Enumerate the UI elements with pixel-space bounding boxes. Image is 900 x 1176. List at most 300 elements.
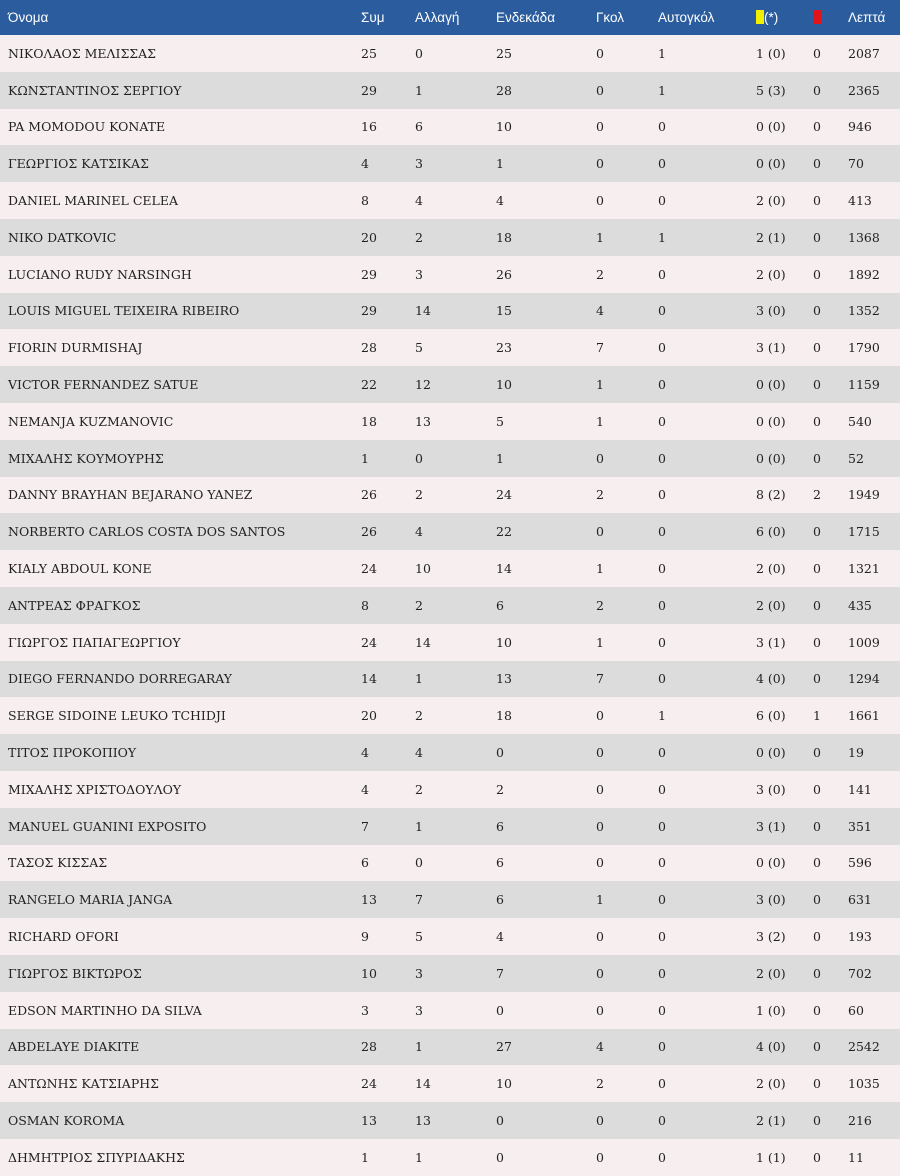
cell-minutes: 1159 [848, 377, 880, 393]
table-row[interactable] [0, 513, 900, 550]
table-row[interactable] [0, 808, 900, 845]
cell-player-name[interactable]: KIALY ABDOUL KONE [8, 561, 152, 577]
cell-goals: 1 [596, 892, 604, 908]
table-row[interactable] [0, 1139, 900, 1176]
cell-substitute-apps: 5 [415, 340, 423, 356]
cell-starting-apps: 24 [496, 487, 512, 503]
table-row[interactable] [0, 624, 900, 661]
cell-minutes: 70 [848, 156, 864, 172]
table-row[interactable] [0, 182, 900, 219]
cell-player-name[interactable]: ΝΙΚΟΛΑΟΣ ΜΕΛΙΣΣΑΣ [8, 45, 157, 61]
cell-red-cards: 0 [813, 450, 821, 466]
col-header-goals[interactable]: Γκολ [596, 10, 625, 25]
table-row[interactable] [0, 955, 900, 992]
cell-goals: 0 [596, 524, 604, 540]
col-header-yellow-cards[interactable] [756, 0, 813, 35]
cell-starting-apps: 6 [496, 597, 504, 613]
cell-minutes: 141 [848, 781, 872, 797]
cell-substitute-apps: 2 [415, 597, 423, 613]
cell-player-name[interactable]: RANGELO MARIA JANGA [8, 892, 173, 908]
cell-yellow-cards: 2 (0) [756, 1076, 786, 1092]
cell-own-goals: 1 [658, 708, 666, 724]
cell-yellow-cards: 4 (0) [756, 671, 786, 687]
cell-substitute-apps: 3 [415, 266, 423, 282]
cell-minutes: 1035 [848, 1076, 880, 1092]
cell-starting-apps: 0 [496, 745, 504, 761]
cell-appearances: 29 [361, 266, 377, 282]
yellow-card-icon [756, 10, 764, 24]
cell-minutes: 1949 [848, 487, 880, 503]
cell-appearances: 14 [361, 671, 377, 687]
cell-own-goals: 0 [658, 892, 666, 908]
cell-starting-apps: 0 [496, 1113, 504, 1128]
cell-substitute-apps: 12 [415, 377, 431, 393]
cell-yellow-cards: 3 (0) [756, 303, 786, 319]
cell-goals: 0 [596, 119, 604, 135]
cell-starting-apps: 14 [496, 561, 512, 577]
cell-starting-apps: 23 [496, 340, 512, 356]
table-row[interactable] [0, 771, 900, 808]
cell-starting-apps: 6 [496, 855, 504, 871]
cell-appearances: 22 [361, 377, 377, 393]
cell-starting-apps: 4 [496, 193, 504, 209]
cell-own-goals: 0 [658, 818, 666, 834]
cell-player-name[interactable]: ΓΙΩΡΓΟΣ ΒΙΚΤΩΡΟΣ [8, 965, 142, 981]
cell-goals: 0 [596, 1149, 604, 1165]
cell-goals: 1 [596, 377, 604, 393]
table-row[interactable] [0, 109, 900, 146]
cell-own-goals: 0 [658, 303, 666, 319]
cell-own-goals: 0 [658, 266, 666, 282]
cell-player-name[interactable]: NIKO DATKOVIC [8, 229, 117, 245]
cell-appearances: 4 [361, 156, 369, 172]
cell-player-name[interactable]: DANNY BRAYHAN BEJARANO YANEZ [8, 487, 253, 503]
cell-red-cards: 0 [813, 119, 821, 135]
table-row[interactable] [0, 734, 900, 771]
cell-red-cards: 0 [813, 156, 821, 172]
cell-goals: 0 [596, 450, 604, 466]
cell-red-cards: 0 [813, 855, 821, 871]
cell-substitute-apps: 1 [415, 82, 423, 98]
cell-player-name[interactable]: OSMAN KOROMA [8, 1113, 125, 1128]
cell-substitute-apps: 4 [415, 745, 423, 761]
cell-starting-apps: 5 [496, 413, 504, 429]
cell-substitute-apps: 3 [415, 1002, 423, 1018]
cell-own-goals: 0 [658, 929, 666, 945]
cell-starting-apps: 1 [496, 450, 504, 466]
cell-substitute-apps: 2 [415, 781, 423, 797]
cell-appearances: 3 [361, 1002, 369, 1018]
cell-minutes: 413 [848, 193, 872, 209]
cell-red-cards: 0 [813, 818, 821, 834]
cell-red-cards: 0 [813, 45, 821, 61]
cell-substitute-apps: 1 [415, 1039, 423, 1055]
cell-goals: 1 [596, 229, 604, 245]
table-row[interactable] [0, 477, 900, 514]
cell-own-goals: 0 [658, 597, 666, 613]
cell-yellow-cards: 3 (0) [756, 892, 786, 908]
cell-player-name[interactable]: EDSON MARTINHO DA SILVA [8, 1002, 202, 1018]
cell-goals: 0 [596, 855, 604, 871]
cell-substitute-apps: 2 [415, 487, 423, 503]
cell-red-cards: 0 [813, 266, 821, 282]
cell-own-goals: 0 [658, 193, 666, 209]
cell-player-name[interactable]: ΓΙΩΡΓΟΣ ΠΑΠΑΓΕΩΡΓΙΟΥ [8, 634, 181, 650]
cell-substitute-apps: 10 [415, 561, 431, 577]
table-row[interactable] [0, 992, 900, 1029]
col-header-red-cards[interactable] [813, 0, 848, 35]
cell-own-goals: 0 [658, 524, 666, 540]
cell-red-cards: 0 [813, 597, 821, 613]
red-card-icon [813, 10, 821, 24]
cell-minutes: 351 [848, 818, 872, 834]
cell-minutes: 2365 [848, 82, 880, 98]
cell-own-goals: 0 [658, 965, 666, 981]
cell-starting-apps: 10 [496, 634, 512, 650]
cell-goals: 2 [596, 597, 604, 613]
cell-starting-apps: 6 [496, 818, 504, 834]
cell-own-goals: 0 [658, 1076, 666, 1092]
cell-player-name[interactable]: LOUIS MIGUEL TEIXEIRA RIBEIRO [8, 303, 240, 319]
cell-player-name[interactable]: LUCIANO RUDY NARSINGH [8, 266, 192, 282]
cell-own-goals: 0 [658, 671, 666, 687]
cell-goals: 0 [596, 1002, 604, 1018]
cell-goals: 0 [596, 965, 604, 981]
table-row[interactable] [0, 366, 900, 403]
cell-yellow-cards: 2 (1) [756, 229, 786, 245]
cell-own-goals: 0 [658, 745, 666, 761]
cell-yellow-cards: 0 (0) [756, 377, 786, 393]
cell-starting-apps: 7 [496, 965, 504, 981]
cell-red-cards: 0 [813, 781, 821, 797]
cell-player-name[interactable]: DIEGO FERNANDO DORREGARAY [8, 671, 233, 687]
cell-goals: 2 [596, 266, 604, 282]
cell-yellow-cards: 6 (0) [756, 708, 786, 724]
table-row[interactable] [0, 845, 900, 882]
cell-player-name[interactable]: VICTOR FERNANDEZ SATUE [8, 377, 199, 393]
cell-appearances: 16 [361, 119, 377, 135]
cell-appearances: 8 [361, 597, 369, 613]
cell-yellow-cards: 8 (2) [756, 487, 786, 503]
cell-substitute-apps: 7 [415, 892, 423, 908]
cell-appearances: 1 [361, 450, 369, 466]
cell-red-cards: 0 [813, 634, 821, 650]
cell-own-goals: 0 [658, 119, 666, 135]
cell-starting-apps: 26 [496, 266, 512, 282]
cell-red-cards: 0 [813, 892, 821, 908]
cell-substitute-apps: 13 [415, 1113, 431, 1128]
table-row[interactable] [0, 329, 900, 366]
cell-red-cards: 0 [813, 229, 821, 245]
col-header-starts[interactable]: Ενδεκάδα [496, 10, 555, 25]
cell-appearances: 9 [361, 929, 369, 945]
cell-starting-apps: 27 [496, 1039, 512, 1055]
cell-minutes: 435 [848, 597, 872, 613]
cell-substitute-apps: 14 [415, 634, 431, 650]
cell-substitute-apps: 0 [415, 450, 423, 466]
cell-goals: 0 [596, 1113, 604, 1128]
cell-own-goals: 0 [658, 340, 666, 356]
cell-yellow-cards: 5 (3) [756, 82, 786, 98]
cell-player-name[interactable]: ABDELAYE DIAKITE [8, 1039, 140, 1055]
cell-yellow-cards: 3 (1) [756, 340, 786, 356]
cell-goals: 4 [596, 1039, 604, 1055]
cell-starting-apps: 18 [496, 229, 512, 245]
cell-appearances: 29 [361, 82, 377, 98]
cell-yellow-cards: 0 (0) [756, 119, 786, 135]
cell-substitute-apps: 1 [415, 1149, 423, 1165]
cell-player-name[interactable]: FIORIN DURMISHAJ [8, 340, 143, 356]
cell-yellow-cards: 2 (0) [756, 561, 786, 577]
cell-goals: 0 [596, 156, 604, 172]
cell-starting-apps: 25 [496, 45, 512, 61]
cell-starting-apps: 28 [496, 82, 512, 98]
cell-minutes: 1368 [848, 229, 880, 245]
cell-player-name[interactable]: SERGE SIDOINE LEUKO TCHIDJI [8, 708, 226, 724]
cell-yellow-cards: 0 (0) [756, 156, 786, 172]
cell-player-name[interactable]: NEMANJA KUZMANOVIC [8, 413, 174, 429]
cell-yellow-cards: 6 (0) [756, 524, 786, 540]
cell-goals: 1 [596, 413, 604, 429]
cell-appearances: 6 [361, 855, 369, 871]
cell-red-cards: 0 [813, 1149, 821, 1165]
cell-player-name[interactable]: RICHARD OFORI [8, 929, 119, 945]
cell-own-goals: 1 [658, 229, 666, 245]
cell-red-cards: 0 [813, 1002, 821, 1018]
cell-own-goals: 0 [658, 561, 666, 577]
cell-player-name[interactable]: MANUEL GUANINI EXPOSITO [8, 818, 207, 834]
cell-substitute-apps: 13 [415, 413, 431, 429]
cell-own-goals: 0 [658, 156, 666, 172]
cell-appearances: 26 [361, 524, 377, 540]
cell-yellow-cards: 3 (2) [756, 929, 786, 945]
cell-red-cards: 0 [813, 303, 821, 319]
cell-red-cards: 0 [813, 193, 821, 209]
table-row[interactable] [0, 661, 900, 698]
yellow-card-suffix: (*) [764, 10, 779, 25]
cell-goals: 7 [596, 671, 604, 687]
cell-player-name[interactable]: ΤΑΣΟΣ ΚΙΣΣΑΣ [8, 855, 108, 871]
cell-substitute-apps: 2 [415, 708, 423, 724]
cell-starting-apps: 15 [496, 303, 512, 319]
table-body [0, 35, 900, 1176]
cell-goals: 0 [596, 781, 604, 797]
cell-player-name[interactable]: ΓΕΩΡΓΙΟΣ ΚΑΤΣΙΚΑΣ [8, 156, 149, 172]
cell-minutes: 2087 [848, 45, 880, 61]
cell-own-goals: 0 [658, 855, 666, 871]
cell-minutes: 1892 [848, 266, 880, 282]
cell-minutes: 11 [848, 1149, 864, 1165]
cell-yellow-cards: 1 (1) [756, 1149, 786, 1165]
cell-appearances: 28 [361, 1039, 377, 1055]
cell-red-cards: 0 [813, 561, 821, 577]
cell-minutes: 596 [848, 855, 872, 871]
cell-substitute-apps: 2 [415, 229, 423, 245]
cell-goals: 0 [596, 708, 604, 724]
cell-red-cards: 1 [813, 708, 821, 724]
table-row[interactable] [0, 35, 900, 72]
cell-yellow-cards: 0 (0) [756, 450, 786, 466]
cell-substitute-apps: 4 [415, 524, 423, 540]
cell-appearances: 26 [361, 487, 377, 503]
table-row[interactable] [0, 293, 900, 330]
cell-player-name[interactable]: ΤΙΤΟΣ ΠΡΟΚΟΠΙΟΥ [8, 745, 137, 761]
cell-minutes: 19 [848, 745, 864, 761]
cell-minutes: 1661 [848, 708, 880, 724]
cell-goals: 0 [596, 45, 604, 61]
table-row[interactable] [0, 403, 900, 440]
cell-red-cards: 0 [813, 524, 821, 540]
cell-starting-apps: 4 [496, 929, 504, 945]
cell-red-cards: 0 [813, 1076, 821, 1092]
cell-goals: 0 [596, 745, 604, 761]
col-header-subs[interactable]: Αλλαγή [415, 10, 460, 25]
cell-own-goals: 0 [658, 1039, 666, 1055]
cell-starting-apps: 13 [496, 671, 512, 687]
cell-starting-apps: 10 [496, 377, 512, 393]
table-row[interactable] [0, 881, 900, 918]
cell-substitute-apps: 3 [415, 965, 423, 981]
cell-substitute-apps: 3 [415, 156, 423, 172]
cell-goals: 4 [596, 303, 604, 319]
cell-yellow-cards: 2 (0) [756, 597, 786, 613]
table-row[interactable] [0, 1102, 900, 1139]
cell-minutes: 60 [848, 1002, 864, 1018]
table-row[interactable] [0, 440, 900, 477]
cell-substitute-apps: 4 [415, 193, 423, 209]
cell-minutes: 1294 [848, 671, 880, 687]
cell-yellow-cards: 2 (1) [756, 1113, 786, 1128]
cell-goals: 0 [596, 818, 604, 834]
header-row [0, 0, 900, 35]
cell-own-goals: 0 [658, 781, 666, 797]
cell-minutes: 946 [848, 119, 872, 135]
col-header-name[interactable]: Όνομα [8, 10, 49, 25]
cell-appearances: 20 [361, 708, 377, 724]
cell-own-goals: 1 [658, 45, 666, 61]
cell-yellow-cards: 0 (0) [756, 855, 786, 871]
cell-starting-apps: 10 [496, 119, 512, 135]
cell-own-goals: 0 [658, 487, 666, 503]
cell-substitute-apps: 0 [415, 45, 423, 61]
cell-yellow-cards: 4 (0) [756, 1039, 786, 1055]
table-row[interactable] [0, 550, 900, 587]
cell-starting-apps: 2 [496, 781, 504, 797]
cell-minutes: 1009 [848, 634, 880, 650]
cell-own-goals: 1 [658, 82, 666, 98]
cell-yellow-cards: 0 (0) [756, 745, 786, 761]
cell-red-cards: 0 [813, 929, 821, 945]
cell-red-cards: 0 [813, 377, 821, 393]
cell-player-name[interactable]: PA MOMODOU KONATE [8, 119, 166, 135]
cell-red-cards: 2 [813, 487, 821, 503]
cell-player-name[interactable]: ΜΙΧΑΛΗΣ ΚΟΥΜΟΥΡΗΣ [8, 450, 164, 466]
cell-minutes: 1715 [848, 524, 880, 540]
cell-player-name[interactable]: ΚΩΝΣΤΑΝΤΙΝΟΣ ΣΕΡΓΙΟΥ [8, 82, 182, 98]
col-header-apps[interactable]: Συμ [361, 10, 385, 25]
cell-red-cards: 0 [813, 745, 821, 761]
cell-own-goals: 0 [658, 413, 666, 429]
cell-red-cards: 0 [813, 671, 821, 687]
table-row[interactable] [0, 587, 900, 624]
cell-starting-apps: 0 [496, 1002, 504, 1018]
cell-substitute-apps: 1 [415, 818, 423, 834]
cell-appearances: 25 [361, 45, 377, 61]
cell-substitute-apps: 14 [415, 1076, 431, 1092]
col-header-minutes[interactable]: Λεπτά [848, 10, 886, 25]
table-row[interactable] [0, 1065, 900, 1102]
cell-goals: 1 [596, 634, 604, 650]
table-row[interactable] [0, 256, 900, 293]
cell-appearances: 29 [361, 303, 377, 319]
cell-minutes: 1790 [848, 340, 880, 356]
cell-appearances: 20 [361, 229, 377, 245]
cell-yellow-cards: 1 (0) [756, 45, 786, 61]
cell-goals: 0 [596, 82, 604, 98]
cell-minutes: 193 [848, 929, 872, 945]
cell-player-name[interactable]: ΜΙΧΑΛΗΣ ΧΡΙΣΤΟΔΟΥΛΟΥ [8, 781, 182, 797]
cell-appearances: 4 [361, 745, 369, 761]
cell-red-cards: 0 [813, 340, 821, 356]
cell-minutes: 1352 [848, 303, 880, 319]
cell-substitute-apps: 6 [415, 119, 423, 135]
cell-red-cards: 0 [813, 965, 821, 981]
table-row[interactable] [0, 219, 900, 256]
cell-own-goals: 0 [658, 1002, 666, 1018]
cell-minutes: 2542 [848, 1039, 880, 1055]
cell-yellow-cards: 0 (0) [756, 413, 786, 429]
cell-starting-apps: 22 [496, 524, 512, 540]
cell-goals: 1 [596, 561, 604, 577]
col-header-own-goals[interactable]: Αυτογκόλ [658, 10, 715, 25]
cell-appearances: 24 [361, 1076, 377, 1092]
cell-goals: 0 [596, 929, 604, 945]
cell-own-goals: 0 [658, 634, 666, 650]
cell-goals: 2 [596, 487, 604, 503]
table-row[interactable] [0, 145, 900, 182]
table-header [0, 0, 900, 35]
table-row[interactable] [0, 72, 900, 109]
cell-yellow-cards: 1 (0) [756, 1002, 786, 1018]
cell-appearances: 13 [361, 892, 377, 908]
cell-starting-apps: 1 [496, 156, 504, 172]
cell-yellow-cards: 2 (0) [756, 965, 786, 981]
cell-player-name[interactable]: DANIEL MARINEL CELEA [8, 193, 178, 209]
cell-appearances: 24 [361, 561, 377, 577]
cell-appearances: 13 [361, 1113, 377, 1128]
table-row[interactable] [0, 918, 900, 955]
table-row[interactable] [0, 697, 900, 734]
table-row[interactable] [0, 1029, 900, 1066]
cell-yellow-cards: 2 (0) [756, 193, 786, 209]
cell-own-goals: 0 [658, 377, 666, 393]
cell-appearances: 7 [361, 818, 369, 834]
cell-starting-apps: 10 [496, 1076, 512, 1092]
cell-minutes: 1321 [848, 561, 880, 577]
cell-minutes: 216 [848, 1113, 872, 1128]
cell-goals: 2 [596, 1076, 604, 1092]
cell-red-cards: 0 [813, 1113, 821, 1128]
cell-own-goals: 0 [658, 1113, 666, 1128]
cell-goals: 7 [596, 340, 604, 356]
cell-own-goals: 0 [658, 1149, 666, 1165]
cell-player-name[interactable]: ΔΗΜΗΤΡΙΟΣ ΣΠΥΡΙΔΑΚΗΣ [8, 1149, 185, 1165]
cell-starting-apps: 0 [496, 1149, 504, 1165]
cell-yellow-cards: 2 (0) [756, 266, 786, 282]
cell-player-name[interactable]: ΑΝΤΡΕΑΣ ΦΡΑΓΚΟΣ [8, 597, 141, 613]
cell-player-name[interactable]: NORBERTO CARLOS COSTA DOS SANTOS [8, 524, 286, 540]
cell-player-name[interactable]: ΑΝΤΩΝΗΣ ΚΑΤΣΙΑΡΗΣ [8, 1076, 159, 1092]
